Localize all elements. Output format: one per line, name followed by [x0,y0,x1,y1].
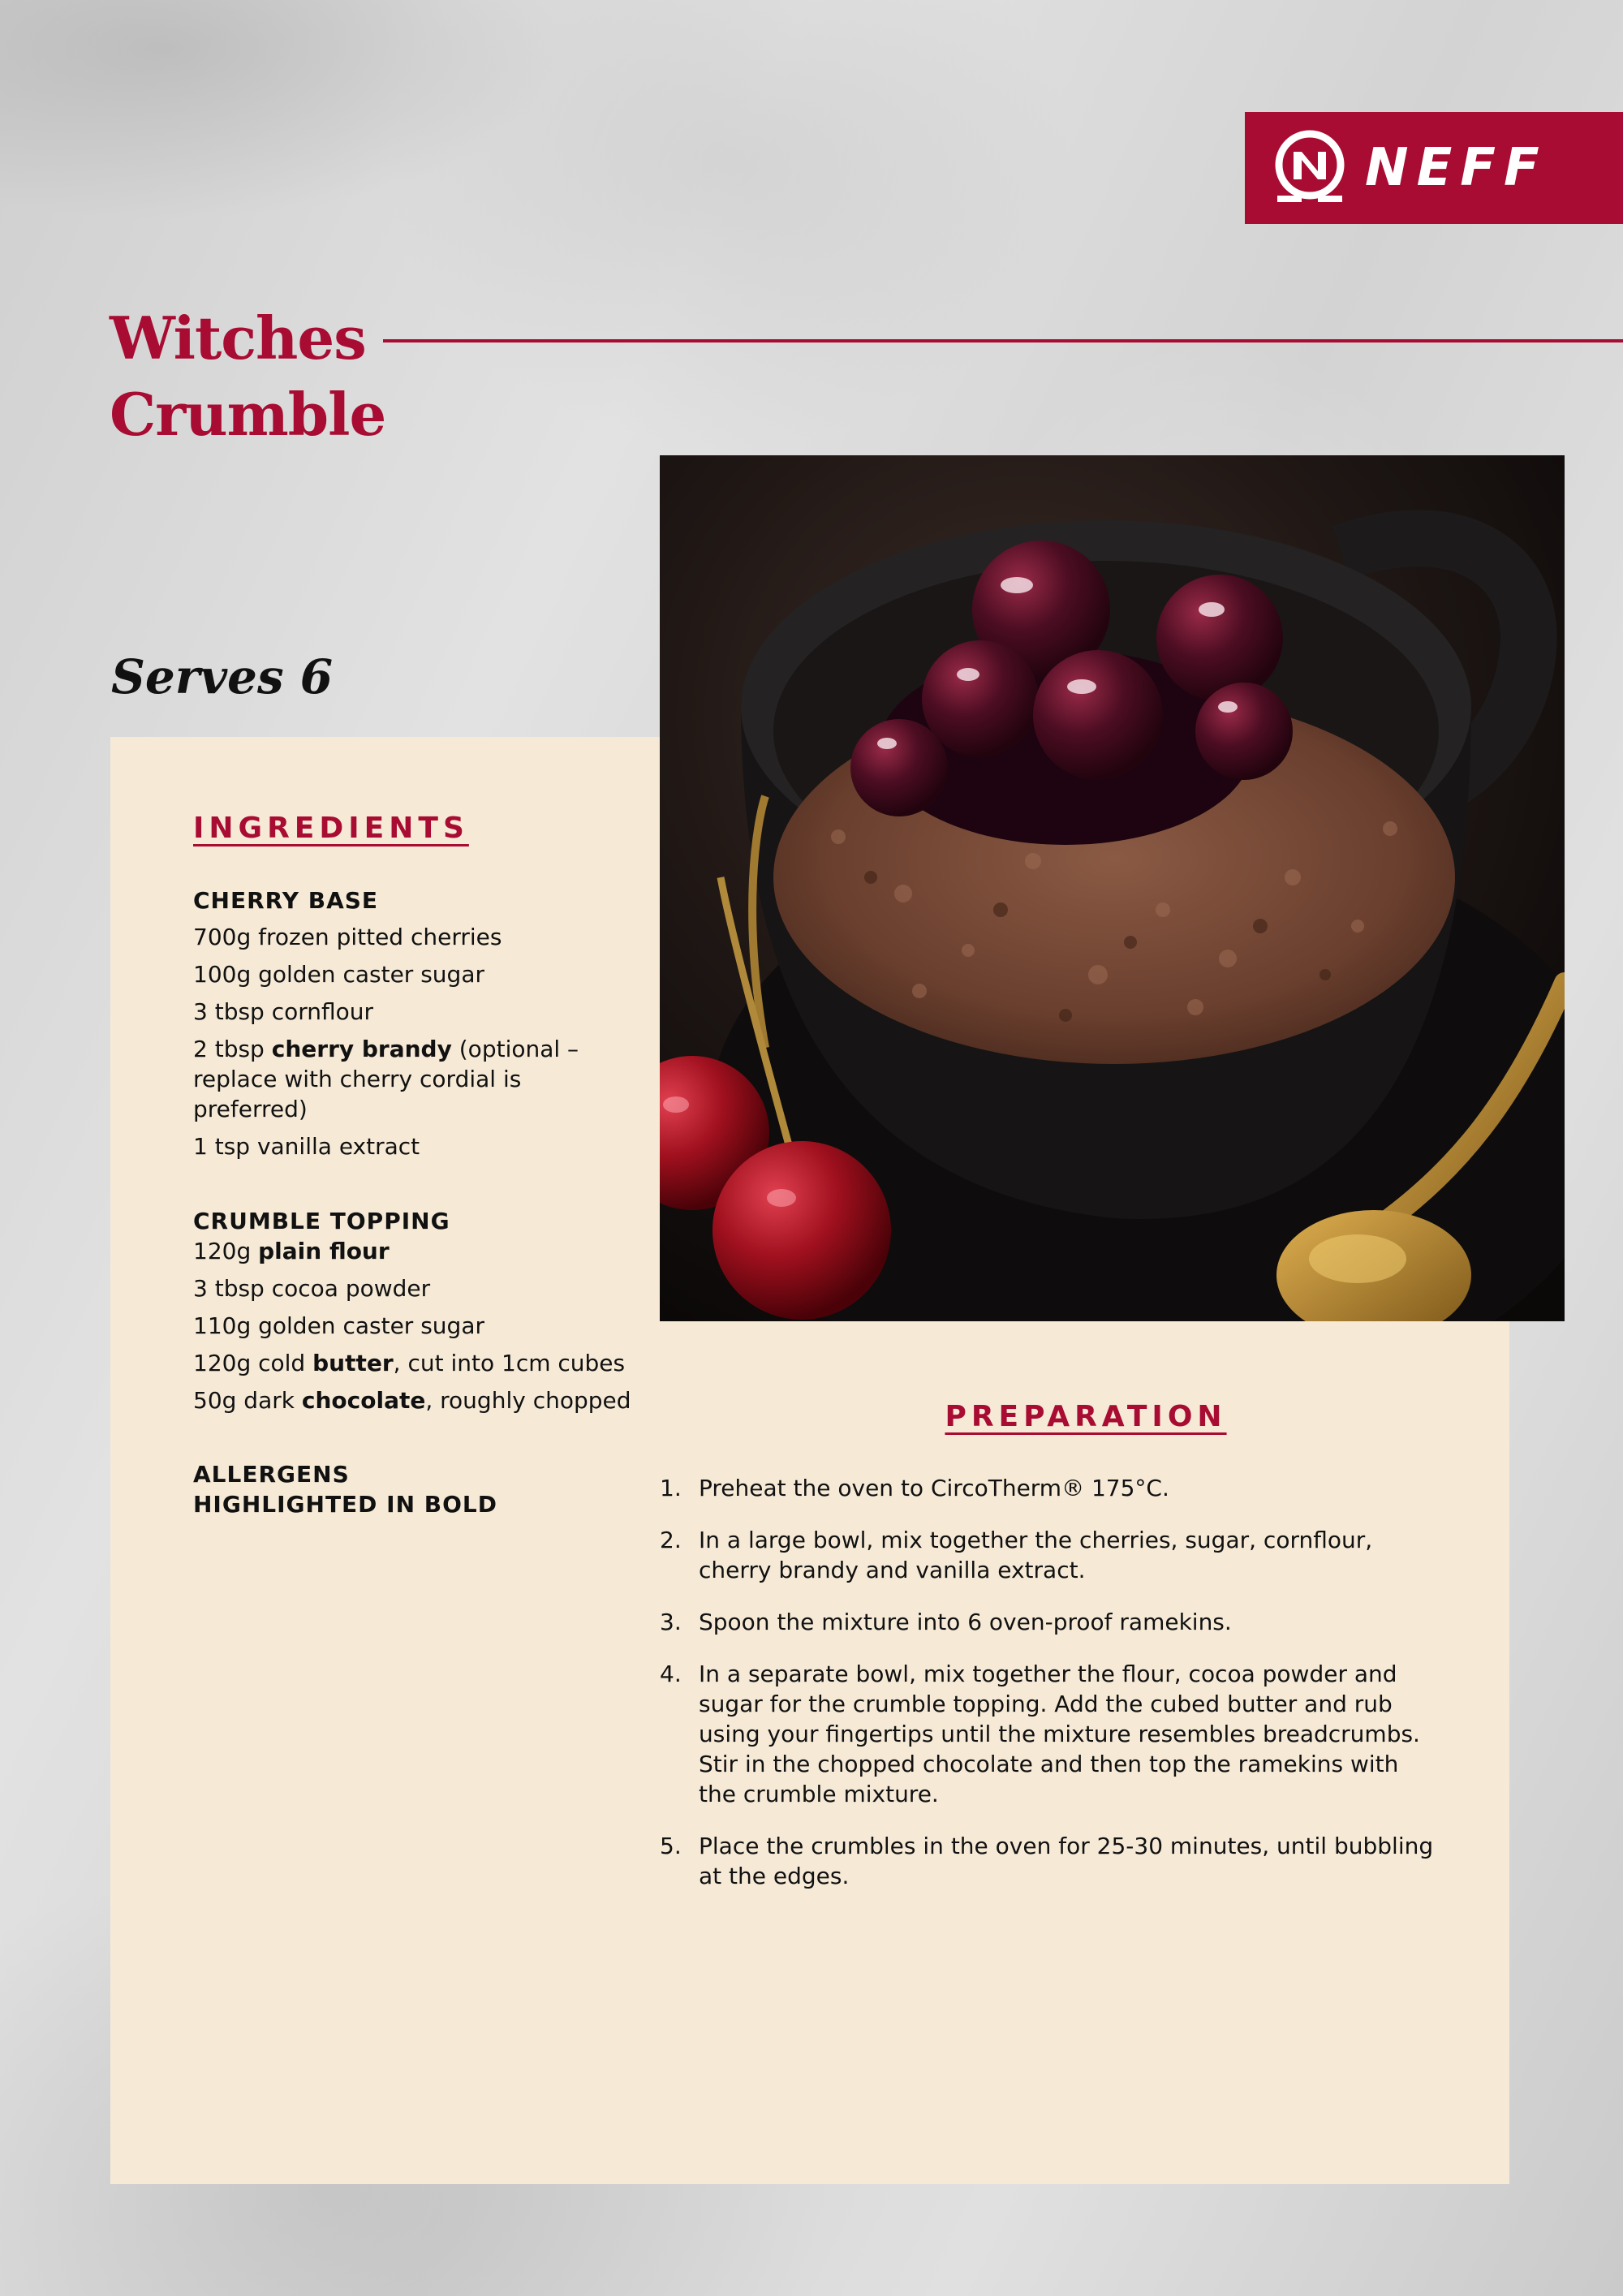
ingredients-column [193,812,631,1519]
recipe-title [110,300,385,453]
neff-logo [1245,112,1623,224]
ingredients-heading: INGREDIENTS [193,812,469,845]
list-item: 3. Spoon the mixture into 6 oven-proof ramekins. [660,1609,1232,1635]
preparation-steps [660,1473,1439,1913]
list-item: 120g plain flour [193,1238,390,1264]
list-item: 1. Preheat the oven to CircoTherm® 175°C. [660,1475,1169,1501]
serves-label: Serves 6 [111,649,334,704]
preparation-heading-wrap [660,1400,1512,1433]
list-item: 100g golden caster sugar [193,961,484,988]
list-item: 4. In a separate bowl, mix together the flour, cocoa powder and sugar for the crumble topping. Add the cubed butter and rub using your fingertips until the mixture resembles breadcrumbs. Stir in the chopped chocolate and then top the ramekins with the crumble mixture. [660,1661,1420,1807]
list-item: 1 tsp vanilla extract [193,1133,420,1160]
allergen-text: cherry brandy [271,1036,452,1062]
neff-logo-mark-icon [1269,127,1350,209]
preparation-heading: PREPARATION [945,1400,1227,1433]
list-item: 2. In a large bowl, mix together the cherries, sugar, cornflour, cherry brandy and vanilla extract. [660,1527,1373,1583]
list-item: 3 tbsp cornflour [193,998,374,1025]
recipe-title-line-1: Witches [110,304,366,373]
list-item: 2 tbsp cherry brandy (optional – replace with cherry cordial is preferred) [193,1036,579,1122]
allergen-text: butter [312,1350,394,1376]
list-item: 110g golden caster sugar [193,1312,484,1339]
list-item: 700g frozen pitted cherries [193,924,502,950]
cherry-base-heading: CHERRY BASE [193,887,379,914]
allergen-text: plain flour [258,1238,390,1264]
recipe-title-line-2: Crumble [110,380,386,449]
crumble-photo-image [660,455,1565,1321]
neff-logo-wordmark: NEFF [1365,138,1548,198]
recipe-photo [660,455,1565,1321]
allergen-text: chocolate [301,1387,426,1414]
list-item: 5. Place the crumbles in the oven for 25-30 minutes, until bubbling at the edges. [660,1833,1434,1889]
allergens-note: ALLERGENS HIGHLIGHTED IN BOLD [193,1461,497,1518]
crumble-topping-heading: CRUMBLE TOPPING [193,1208,450,1234]
list-item: 120g cold butter, cut into 1cm cubes [193,1350,626,1376]
cherry-base-list [193,922,631,1161]
title-divider [383,339,1623,342]
crumble-topping-list [193,1236,631,1415]
list-item: 3 tbsp cocoa powder [193,1275,431,1302]
list-item: 50g dark chocolate, roughly chopped [193,1387,631,1414]
